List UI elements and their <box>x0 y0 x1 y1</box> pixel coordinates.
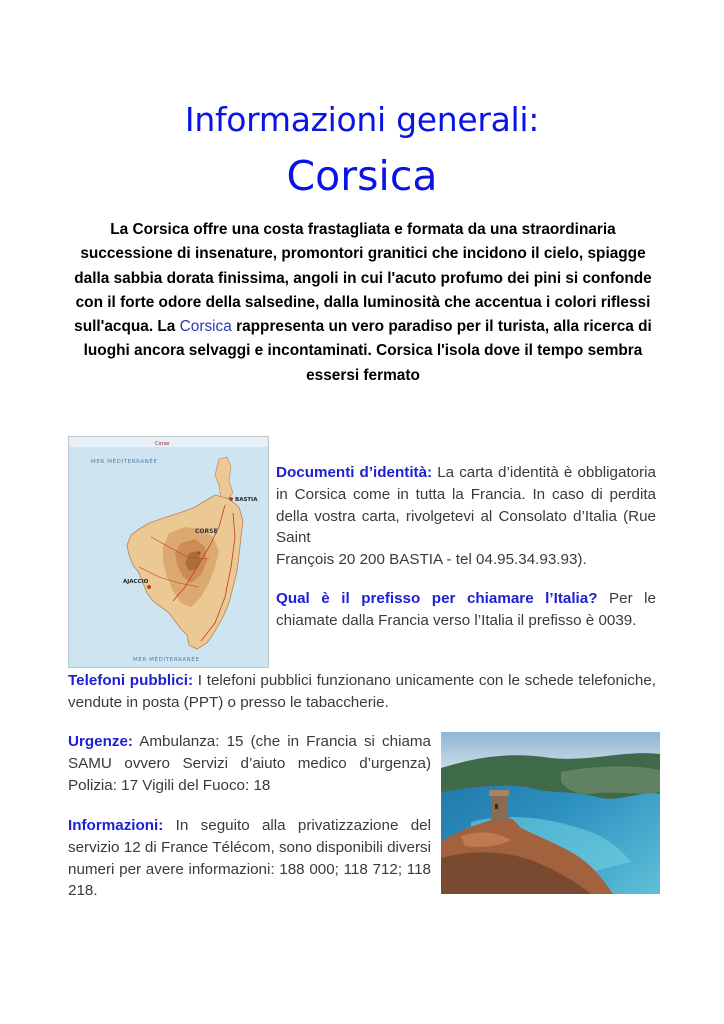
map-city-ajaccio: AJACCIO <box>123 579 149 585</box>
map-sea-label-bottom: MER MÉDITERRANÉE <box>133 657 200 663</box>
corsica-map-image <box>68 436 269 668</box>
section-telefoni <box>68 670 656 714</box>
prefisso-heading: Qual è il prefisso per chiamare l’Italia? <box>276 590 598 607</box>
coast-tower-photo <box>441 732 660 894</box>
coast-photo-graphic <box>441 732 660 894</box>
map-region-corse: CORSE <box>195 528 218 535</box>
map-title: Corse <box>155 441 170 447</box>
page-title-line2: Corsica <box>286 152 438 200</box>
urgenze-text: Ambulanza: 15 (che in Francia si chiama SAMU ovvero Servizi d’aiuto medico d’urgenza) Polizia: 17 Vigili del Fuoco: 18 <box>68 733 431 794</box>
section-prefisso <box>276 588 656 632</box>
section-urgenze <box>68 731 431 796</box>
documenti-text-end: François 20 200 BASTIA - tel 04.95.34.93.93). <box>276 551 587 569</box>
intro-part2: La <box>157 318 176 336</box>
intro-part3: rappresenta un vero paradiso per il turista, alla ricerca di luoghi ancora selvaggi e incontaminati. Corsica l'isola dove il tempo sembra essersi fermato <box>83 318 652 384</box>
map-sea-label-top: MER MÉDITERRANÉE <box>91 459 158 465</box>
intro-part1: La Corsica offre una costa frastagliata e formata da una straordinaria successione di insenature, promontori granitici che incidono il cielo, spiagge dalla sabbia dorata finissima, angoli in cui l'acuto profumo dei pini si confonde con il forte odore della salsedine, dalla luminosità che accentua i colori riflessi sull'acqua. <box>74 221 652 336</box>
map-city-bastia: BASTIA <box>235 497 258 503</box>
informazioni-heading: Informazioni: <box>68 817 164 834</box>
telefoni-text: I telefoni pubblici funzionano unicamente con le schede telefoniche, vendute in posta (PPT) o presso le tabaccherie. <box>68 672 656 711</box>
prefisso-text: Per le chiamate dalla Francia verso l’Italia il prefisso è 0039. <box>276 590 656 629</box>
documenti-text-start: La carta d’identità è obbligatoria in Corsica come in tutta la Francia. In caso di perdita della vostra carta, rivolgetevi al Consolato d’Italia (Rue Saint <box>276 464 656 547</box>
intro-corsica-link[interactable]: Corsica <box>179 318 232 336</box>
section-documenti <box>276 462 656 571</box>
intro-paragraph <box>68 218 658 388</box>
informazioni-text: In seguito alla privatizzazione del servizio 12 di France Télécom, sono disponibili diversi numeri per avere informazioni: 188 000; 118 712; 118 218. <box>68 817 431 900</box>
documenti-heading: Documenti d’identità: <box>276 464 433 481</box>
page-title-line1: Informazioni generali: <box>184 100 540 139</box>
section-informazioni <box>68 815 431 902</box>
telefoni-heading: Telefoni pubblici: <box>68 672 194 689</box>
urgenze-heading: Urgenze: <box>68 733 133 750</box>
corsica-map-graphic <box>69 437 268 667</box>
